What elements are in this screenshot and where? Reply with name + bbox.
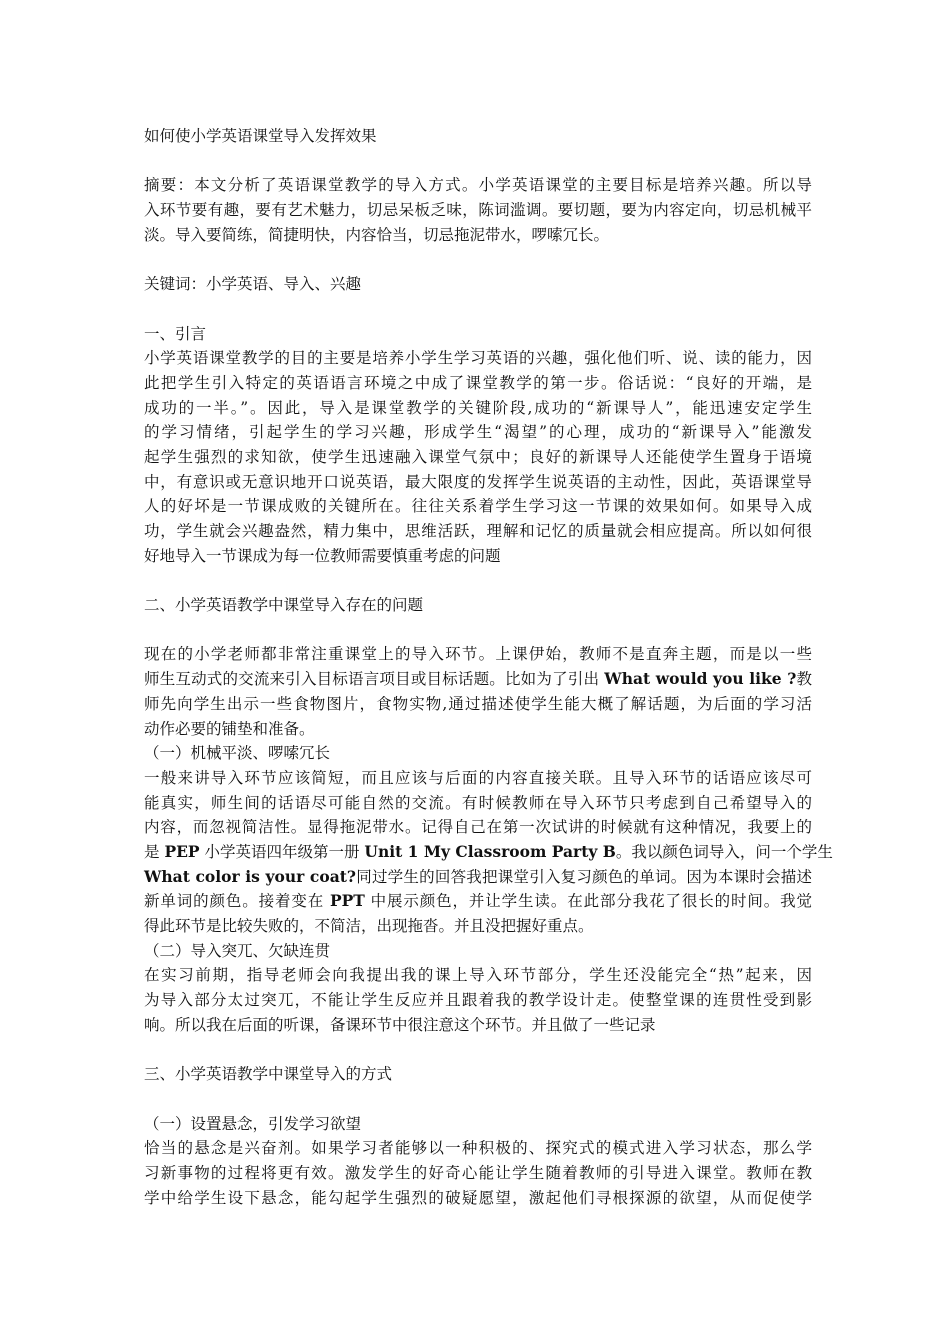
paragraph-line: 好地导入一节课成为每一位教师需要慎重考虑的问题 <box>144 546 501 565</box>
paragraph-line: 的学习情绪，引起学生的学习兴趣，形成学生“渴望”的心理，成功的“新课导入”能激发 <box>144 423 812 442</box>
paragraph-line: 是 PEP 小学英语四年级第一册 Unit 1 My Classroom Party B。我以颜色词导入，问一个学生 <box>144 841 833 861</box>
subsection-heading: （一）机械平淡、啰嗦冗长 <box>144 744 331 763</box>
paragraph-line: 此把学生引入特定的英语语言环境之中成了课堂教学的第一步。俗话说：“良好的开端，是 <box>144 373 812 392</box>
spacer <box>144 1087 812 1112</box>
paragraph-line: 起学生强烈的求知欲，使学生迅速融入课堂气氛中；良好的新课导人还能使学生置身于语境 <box>144 447 812 466</box>
subsection-heading: （二）导入突兀、欠缺连贯 <box>144 941 331 960</box>
latin-text: What color is your coat? <box>144 866 356 886</box>
spacer <box>144 1037 812 1062</box>
subsection-heading: （一）设置悬念，引发学习欲望 <box>144 1114 362 1133</box>
paragraph-line: 恰当的悬念是兴奋剂。如果学习者能够以一种积极的、探究式的模式进入学习状态，那么学 <box>144 1139 812 1158</box>
spacer <box>144 149 812 174</box>
paragraph-line: 人的好坏是一节课成败的关键所在。往往关系着学生学习这一节课的效果如何。如果导入成 <box>144 497 812 516</box>
abstract-line: 入环节要有趣，要有艺术魅力，切忌呆板乏味，陈词滥调。要切题，要为内容定向，切忌机械平 <box>144 201 812 220</box>
paragraph-line: 为导入部分太过突兀，不能让学生反应并且跟着我的教学设计走。使整堂课的连贯性受到影 <box>144 991 812 1010</box>
spacer <box>144 247 812 272</box>
spacer <box>144 568 812 593</box>
document-title: 如何使小学英语课堂导入发挥效果 <box>144 127 377 145</box>
paragraph-line: 学中给学生设下悬念，能勾起学生强烈的破疑愿望，激起他们寻根探源的欲望，从而促使学 <box>144 1188 812 1207</box>
paragraph-line: What color is your coat?同过学生的回答我把课堂引入复习颜色的单词。因为本课时会描述 <box>144 866 812 886</box>
paragraph-line: 师先向学生出示一些食物图片，食物实物,通过描述使学生能大概了解话题，为后面的学习活 <box>144 694 812 713</box>
paragraph-line: 响。所以我在后面的听课，备课环节中很注意这个环节。并且做了一些记录 <box>144 1015 656 1034</box>
paragraph-line: 成功的一半。”。因此，导入是课堂教学的关键阶段,成功的“新课导人”，能迅速安定学生 <box>144 398 812 417</box>
abstract <box>144 173 812 247</box>
paragraph-line: 一般来讲导入环节应该简短，而且应该与后面的内容直接关联。且导入环节的话语应该尽可 <box>144 768 812 787</box>
paragraph-line: 在实习前期，指导老师会向我提出我的课上导入环节部分，学生还没能完全“热”起来，因 <box>144 966 812 985</box>
section-methods <box>144 1062 812 1210</box>
paragraph-line: 现在的小学老师都非常注重课堂上的导入环节。上课伊始，教师不是直奔主题，而是以一些 <box>144 645 812 664</box>
paragraph-line: 动作必要的铺垫和准备。 <box>144 719 315 738</box>
paragraph-line: 新单词的颜色。接着变在 PPT 中展示颜色，并让学生读。在此部分我花了很长的时间。我觉 <box>144 891 812 911</box>
section-problems <box>144 593 833 1037</box>
latin-text: What would you like ? <box>604 669 797 689</box>
section-heading: 三、小学英语教学中课堂导入的方式 <box>144 1065 393 1084</box>
paragraph-line: 中，有意识或无意识地开口说英语，最大限度的发挥学生说英语的主动性，因此，英语课堂导 <box>144 472 812 491</box>
abstract-line: 淡。导入要简练，简捷明快，内容恰当，切忌拖泥带水，啰嗦冗长。 <box>144 225 610 244</box>
spacer <box>144 618 812 643</box>
paragraph-line: 能真实，师生间的话语尽可能自然的交流。有时候教师在导入环节只考虑到自己希望导入的 <box>144 793 812 812</box>
section-heading: 二、小学英语教学中课堂导入存在的问题 <box>144 596 424 615</box>
document-page <box>144 124 833 1210</box>
spacer <box>144 297 812 322</box>
latin-text: PEP <box>164 841 200 861</box>
paragraph-line: 内容，而忽视简洁性。显得拖泥带水。记得自己在第一次试讲的时候就有这种情况，我要上的 <box>144 818 812 837</box>
paragraph-line: 得此环节是比较失败的，不简洁，出现拖沓。并且没把握好重点。 <box>144 917 594 935</box>
paragraph-line: 小学英语课堂教学的目的主要是培养小学生学习英语的兴趣，强化他们听、说、读的能力，因 <box>144 349 812 368</box>
paragraph-line: 功，学生就会兴趣盎然，精力集中，思维活跃，理解和记忆的质量就会相应提高。所以如何很 <box>144 522 812 540</box>
latin-text: Unit 1 My Classroom Party B <box>364 841 616 861</box>
latin-text: PPT <box>329 891 365 911</box>
paragraph-line: 师生互动式的交流来引入目标语言项目或目标话题。比如为了引出 What would you like ?教 <box>144 669 812 689</box>
keywords: 关键词：小学英语、导入、兴趣 <box>144 275 362 294</box>
section-heading: 一、引言 <box>144 324 207 343</box>
abstract-line: 摘要：本文分析了英语课堂教学的导入方式。小学英语课堂的主要目标是培养兴趣。所以导 <box>144 176 812 195</box>
section-introduction <box>144 322 812 569</box>
paragraph-line: 习新事物的过程将更有效。激发学生的好奇心能让学生随着教师的引导进入课堂。教师在教 <box>144 1163 812 1182</box>
